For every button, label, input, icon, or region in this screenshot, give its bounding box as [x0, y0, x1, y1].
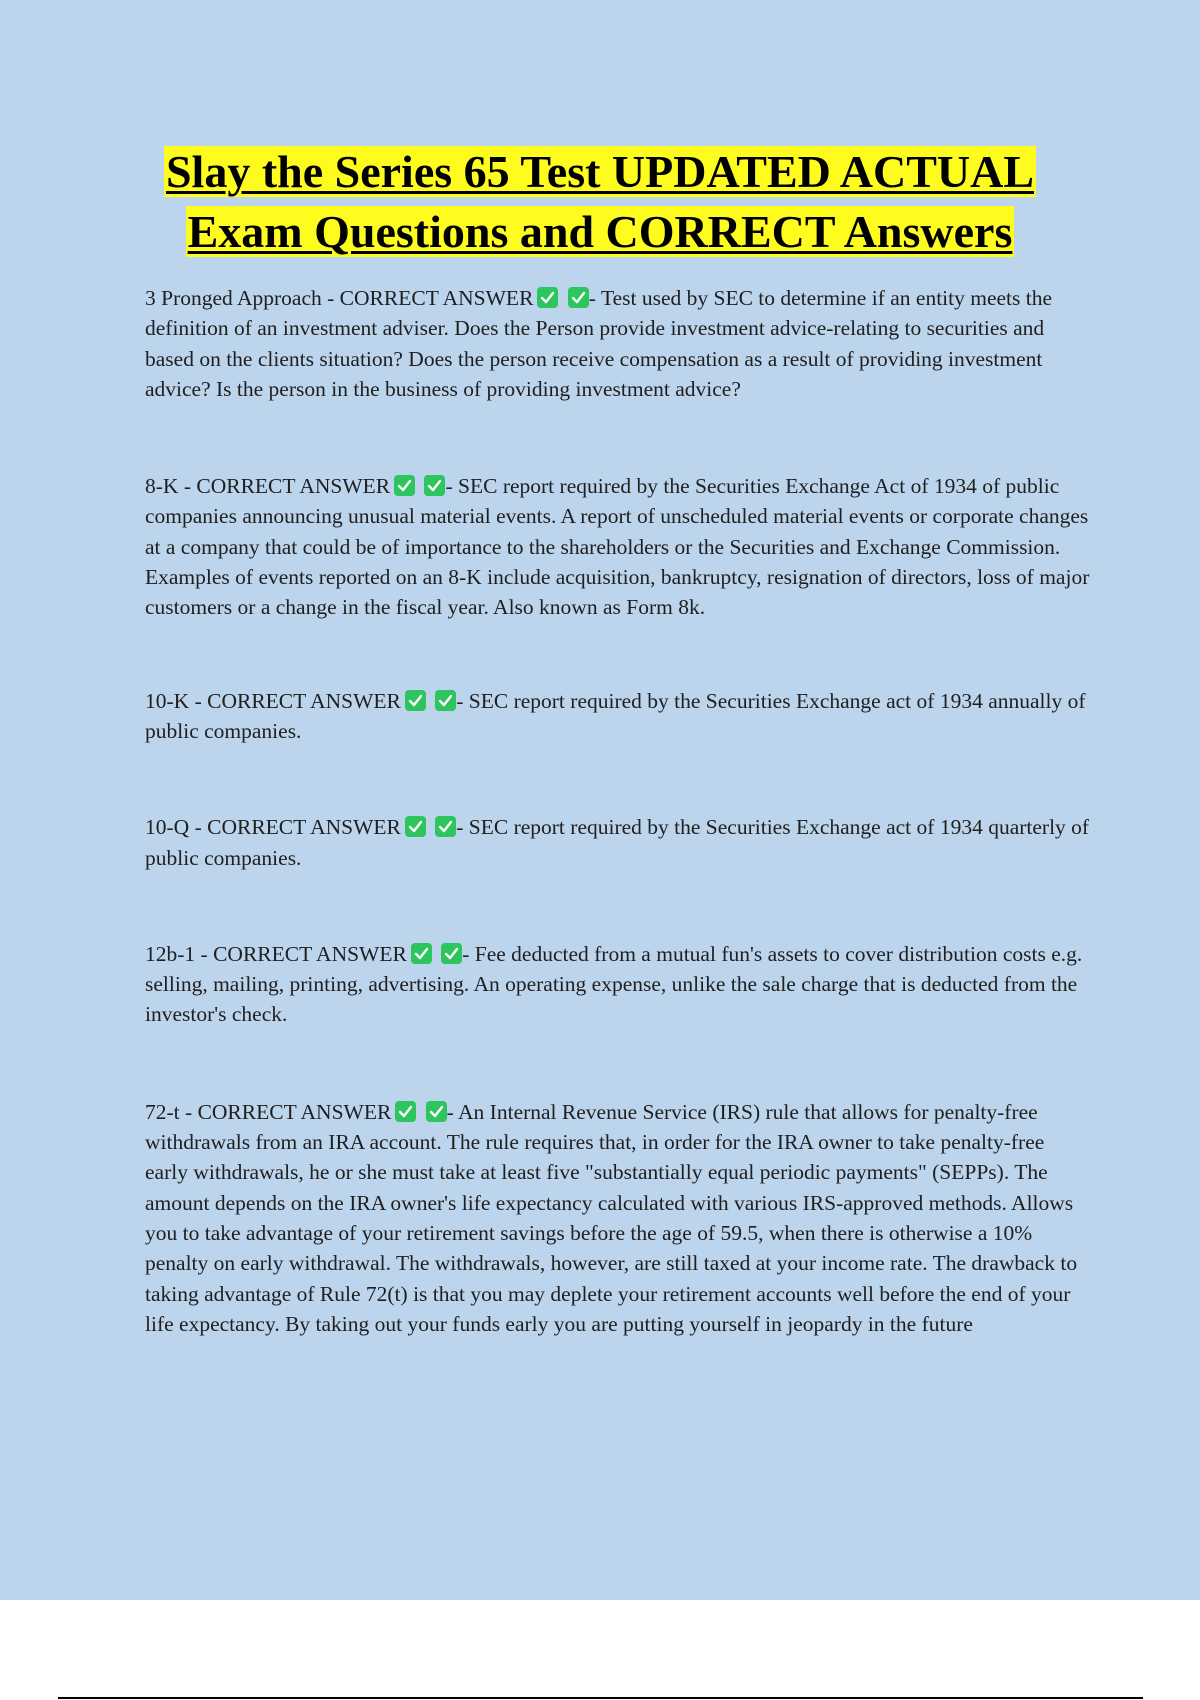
title-line-1: Slay the Series 65 Test UPDATED ACTUAL	[165, 146, 1035, 197]
check-icon	[411, 943, 432, 964]
entry-label: CORRECT ANSWER	[207, 815, 401, 840]
check-icon	[435, 690, 456, 711]
qa-list	[145, 283, 1090, 1339]
check-icon	[395, 1101, 416, 1122]
entry-label: CORRECT ANSWER	[213, 941, 407, 966]
entry-term: 10-Q	[145, 815, 190, 840]
entry-term: 12b-1	[145, 941, 196, 966]
entry-label: CORRECT ANSWER	[196, 474, 391, 499]
entry-definition: SEC report required by the Securities Exchange act of 1934 annually of public companies.	[145, 688, 1086, 743]
entry-definition: Test used by SEC to determine if an entity meets the definition of an investment adviser. Does the Person provide investment advice-relating to securities and based on the clients situation? Does the person receive compensation as a result of providing investment advice? Is the person in the business of providing investment advice?	[145, 286, 1053, 401]
qa-entry: 72-t - CORRECT ANSWER - An Internal Revenue Service (IRS) rule that allows for penalty-free withdrawals from an IRA account. The rule requires that, in order for the IRA owner to take penalty-free early withdrawals, he or she must take at least five "substantially equal periodic payments" (SEPPs). The amount depends on the IRA owner's life expectancy calculated with various IRS-approved methods. Allows you to take advantage of your retirement savings before the age of 59.5, when there is otherwise a 10% penalty on early withdrawal. The withdrawals, however, are still taxed at your income rate. The drawback to taking advantage of Rule 72(t) is that you may deplete your retirement accounts well before the end of your life expectancy. By taking out your funds early you are putting yourself in jeopardy in the future	[145, 1099, 1078, 1336]
qa-entry: 12b-1 - CORRECT ANSWER - Fee deducted from a mutual fun's assets to cover distribution costs e.g. selling, mailing, printing, advertising. An operating expense, unlike the sale charge that is deducted from the investor's check.	[145, 941, 1083, 1027]
entry-term: 72-t	[145, 1099, 180, 1124]
entry-definition: SEC report required by the Securities Exchange act of 1934 quarterly of public companies.	[145, 815, 1090, 870]
check-icon	[435, 816, 456, 837]
entry-label: CORRECT ANSWER	[207, 688, 401, 713]
document-title	[0, 142, 1200, 262]
check-icon	[441, 943, 462, 964]
entry-label: CORRECT ANSWER	[197, 1099, 392, 1124]
check-icon	[405, 816, 426, 837]
check-icon	[394, 475, 415, 496]
qa-entry: 10-Q - CORRECT ANSWER - SEC report required by the Securities Exchange act of 1934 quarterly of public companies.	[145, 815, 1090, 870]
qa-entry: 8-K - CORRECT ANSWER - SEC report required by the Securities Exchange Act of 1934 of public companies announcing unusual material events. A report of unscheduled material events or corporate changes at a company that could be of importance to the shareholders or the Securities and Exchange Commission. Examples of events reported on an 8-K include acquisition, bankruptcy, resignation of directors, loss of major customers or a change in the fiscal year. Also known as Form 8k.	[145, 474, 1090, 620]
entry-term: 10-K	[145, 688, 190, 713]
entry-label: CORRECT ANSWER	[339, 286, 534, 310]
entry-term: 3 Pronged Approach	[145, 286, 322, 310]
qa-entry: 10-K - CORRECT ANSWER - SEC report required by the Securities Exchange act of 1934 annually of public companies.	[145, 688, 1086, 743]
entry-definition: SEC report required by the Securities Exchange Act of 1934 of public companies announcing unusual material events. A report of unscheduled material events or corporate changes at a company that could be of importance to the shareholders or the Securities and Exchange Commission. Examples of events reported on an 8-K include acquisition, bankruptcy, resignation of directors, loss of major customers or a change in the fiscal year. Also known as Form 8k.	[145, 474, 1090, 620]
check-icon	[405, 690, 426, 711]
entry-definition: Fee deducted from a mutual fun's assets to cover distribution costs e.g. selling, mailing, printing, advertising. An operating expense, unlike the sale charge that is deducted from the investor's check.	[145, 941, 1083, 1027]
check-icon	[424, 475, 445, 496]
check-icon	[568, 287, 589, 308]
check-icon	[426, 1101, 447, 1122]
title-line-2: Exam Questions and CORRECT Answers	[187, 206, 1013, 257]
footer-divider	[58, 1697, 1143, 1699]
entry-term: 8-K	[145, 474, 179, 499]
entry-definition: An Internal Revenue Service (IRS) rule that allows for penalty-free withdrawals from an IRA account. The rule requires that, in order for the IRA owner to take penalty-free early withdrawals, he or she must take at least five "substantially equal periodic payments" (SEPPs). The amount depends on the IRA owner's life expectancy calculated with various IRS-approved methods. Allows you to take advantage of your retirement savings before the age of 59.5, when there is otherwise a 10% penalty on early withdrawal. The withdrawals, however, are still taxed at your income rate. The drawback to taking advantage of Rule 72(t) is that you may deplete your retirement accounts well before the end of your life expectancy. By taking out your funds early you are putting yourself in jeopardy in the future	[145, 1099, 1078, 1336]
check-icon	[537, 287, 558, 308]
qa-entry: 3 Pronged Approach - CORRECT ANSWER - Test used by SEC to determine if an entity meets the definition of an investment adviser. Does the Person provide investment advice-relating to securities and based on the clients situation? Does the person receive compensation as a result of providing investment advice? Is the person in the business of providing investment advice?	[145, 286, 1053, 401]
